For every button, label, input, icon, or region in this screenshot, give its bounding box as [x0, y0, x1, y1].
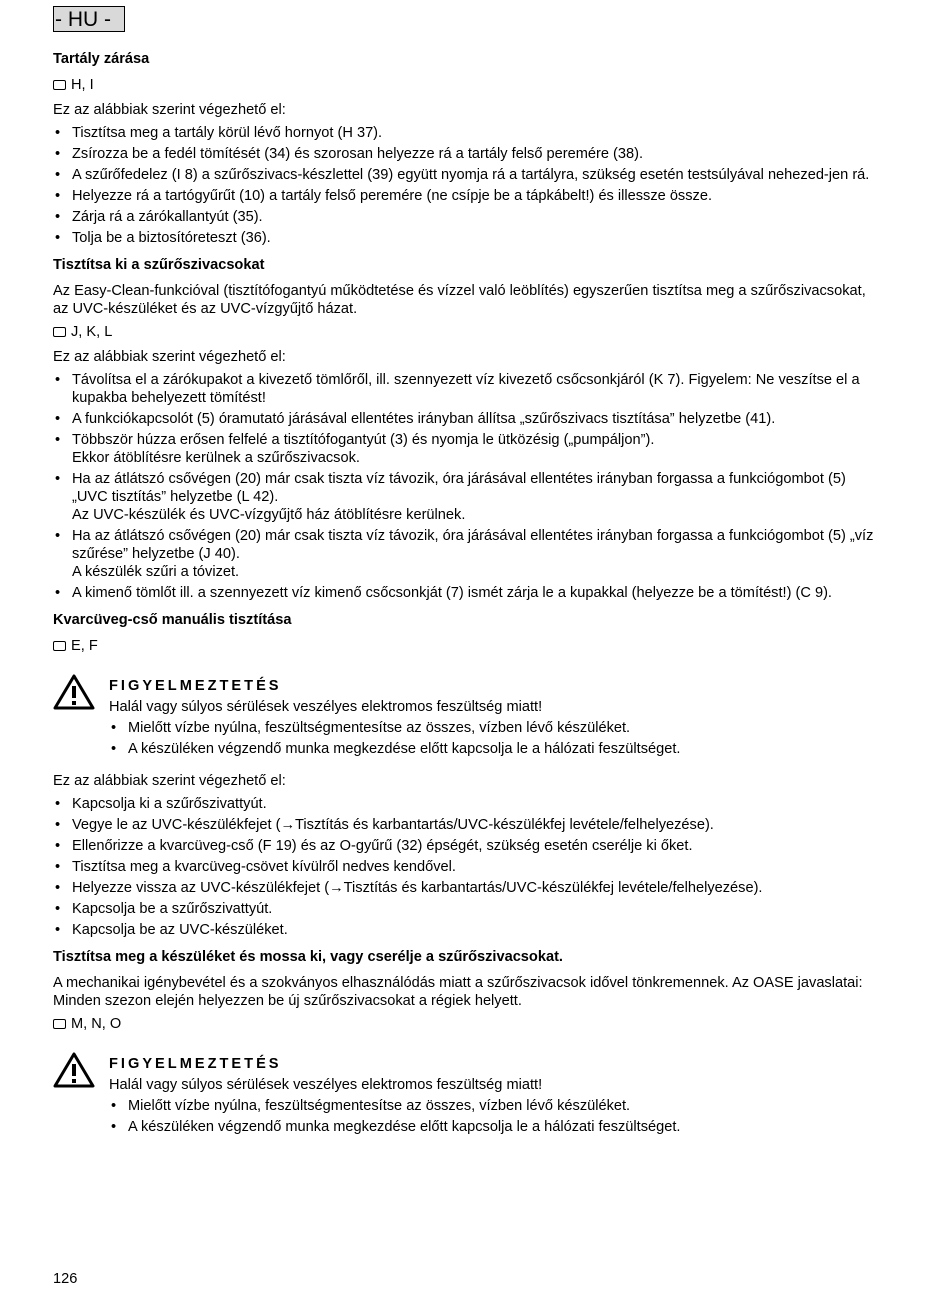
warning-title: FIGYELMEZTETÉS: [109, 1056, 282, 1072]
step-list: [53, 124, 885, 247]
step-text: A kimenő tömlőt ill. a szennyezett víz kimenő csőcsonkját (7) ismét zárja le a kupakkal (helyezze be a tömítést!) (C 9).: [72, 585, 832, 601]
figure-reference-icon: [53, 641, 66, 651]
list-item: • Ellenőrizze a kvarcüveg-cső (F 19) és az O-gyűrű (32) épségét, szükség esetén cserélje ki őket.: [53, 837, 885, 855]
section-title: Tisztítsa ki a szűrőszivacsokat: [53, 257, 265, 273]
page-number: 126: [53, 1271, 78, 1287]
warning-triangle-icon: [53, 1051, 95, 1089]
figure-reference-icon: [53, 80, 66, 90]
warning-text: Halál vagy súlyos sérülések veszélyes elektromos feszültség miatt!: [109, 699, 543, 715]
figure-reference-label: J, K, L: [71, 324, 113, 340]
warning-title: FIGYELMEZTETÉS: [109, 678, 282, 694]
figure-reference: [53, 1015, 885, 1033]
step-text: Távolítsa el a zárókupakot a kivezető tömlőről, ill. szennyezett víz kivezető csőcsonkjáról (K 7). Figyelem: Ne veszítse el a kupakba behelyezett tömítést!: [72, 372, 860, 406]
list-item: [53, 371, 885, 407]
list-item: • A készüléken végzendő munka megkezdése előtt kapcsolja le a hálózati feszültséget.: [109, 740, 885, 758]
list-item: [53, 410, 885, 428]
figure-reference-icon: [53, 327, 66, 337]
warning-box: [53, 1055, 885, 1136]
section-description: Az Easy-Clean-funkcióval (tisztítófogantyú működtetése és vízzel való leöblítés) egyszerűen tisztítsa meg a szűrőszivacsokat, az UVC-készüléket és az UVC-vízgyűjtő házat.: [53, 283, 866, 317]
figure-reference-label: M, N, O: [71, 1016, 122, 1032]
section-title: Tartály zárása: [53, 51, 150, 67]
list-item: • A szűrőfedelez (I 8) a szűrőszivacs-készlettel (39) együtt nyomja rá a tartályra, szükség esetén testsúlyával nehezed-jen rá.: [53, 166, 885, 184]
list-item: • Vegye le az UVC-készülékfejet (→Tisztítás és karbantartás/UVC-készülékfej levétele/felhelyezése).: [53, 816, 885, 834]
warning-list: [109, 1097, 885, 1136]
list-item: • Tisztítsa meg a tartály körül lévő hornyot (H 37).: [53, 124, 885, 142]
figure-reference: [53, 637, 885, 655]
step-result: Ekkor átöblítésre kerülnek a szűrőszivacsok.: [72, 450, 360, 466]
figure-reference-icon: [53, 1019, 66, 1029]
figure-reference-label: E, F: [71, 638, 98, 654]
step-text: Ha az átlátszó csővégen (20) már csak tiszta víz távozik, óra járásával ellentétes irányban forgassa a funkciógombot (5) „UVC tisztítás” helyzetbe (L 42).: [72, 471, 846, 505]
step-text: Ha az átlátszó csővégen (20) már csak tiszta víz távozik, óra járásával ellentétes irányban forgassa a funkciógombot (5) „víz szűrése” helyzetbe (J 40).: [72, 528, 874, 562]
step-text: Többször húzza erősen felfelé a tisztítófogantyút (3) és nyomja le ütközésig („pumpáljon”).: [72, 432, 655, 448]
list-item: • Zárja rá a zárókallantyút (35).: [53, 208, 885, 226]
warning-list: [109, 719, 885, 758]
list-item: [53, 527, 885, 581]
warning-triangle-icon: [53, 673, 95, 711]
section-quartz-tube-cleaning: [53, 611, 885, 939]
list-item: • Kapcsolja ki a szűrőszivattyút.: [53, 795, 885, 813]
section-replace-sponges: [53, 948, 885, 1136]
step-result: Az UVC-készülék és UVC-vízgyűjtő ház átöblítésre kerülnek.: [72, 507, 466, 523]
list-item: • A készüléken végzendő munka megkezdése előtt kapcsolja le a hálózati feszültséget.: [109, 1118, 885, 1136]
list-item: • Mielőtt vízbe nyúlna, feszültségmentesítse az összes, vízben lévő készüléket.: [109, 719, 885, 737]
procedure-intro: Ez az alábbiak szerint végezhető el:: [53, 349, 286, 365]
list-item: • Tisztítsa meg a kvarcüveg-csövet kívülről nedves kendővel.: [53, 858, 885, 876]
procedure-intro: Ez az alábbiak szerint végezhető el:: [53, 102, 286, 118]
list-item: • Kapcsolja be az UVC-készüléket.: [53, 921, 885, 939]
step-list: [53, 795, 885, 939]
warning-box: [53, 677, 885, 758]
list-item: • Mielőtt vízbe nyúlna, feszültségmentesítse az összes, vízben lévő készüléket.: [109, 1097, 885, 1115]
figure-reference: [53, 76, 885, 94]
section-title: Kvarcüveg-cső manuális tisztítása: [53, 612, 292, 628]
list-item: • Helyezze vissza az UVC-készülékfejet (→Tisztítás és karbantartás/UVC-készülékfej levétele/felhelyezése).: [53, 879, 885, 897]
section-title: Tisztítsa meg a készüléket és mossa ki, vagy cserélje a szűrőszivacsokat.: [53, 949, 563, 965]
section-close-tank: [53, 50, 885, 247]
language-badge: - HU -: [53, 6, 125, 32]
section-description: A mechanikai igénybevétel és a szokványos elhasználódás miatt a szűrőszivacsok idővel tönkremennek. Az OASE javaslatai: Minden szezon elején helyezzen be új szűrőszivacsokat a régiek helyett.: [53, 975, 863, 1009]
step-list: [53, 371, 885, 602]
step-text: A funkciókapcsolót (5) óramutató járásával ellentétes irányban állítsa „szűrőszivacs tisztítása” helyzetbe (41).: [72, 411, 776, 427]
list-item: • Kapcsolja be a szűrőszivattyút.: [53, 900, 885, 918]
warning-text: Halál vagy súlyos sérülések veszélyes elektromos feszültség miatt!: [109, 1077, 543, 1093]
list-item: • Helyezze rá a tartógyűrűt (10) a tartály felső peremére (ne csípje be a tápkábelt!) és illessze össze.: [53, 187, 885, 205]
figure-reference-label: H, I: [71, 77, 94, 93]
list-item: [53, 470, 885, 524]
list-item: [53, 584, 885, 602]
list-item: • Zsírozza be a fedél tömítését (34) és szorosan helyezze rá a tartály felső peremére (38).: [53, 145, 885, 163]
figure-reference: [53, 323, 885, 341]
list-item: [53, 431, 885, 467]
section-clean-sponges: [53, 256, 885, 602]
step-result: A készülék szűri a tóvizet.: [72, 564, 240, 580]
procedure-intro: Ez az alábbiak szerint végezhető el:: [53, 773, 286, 789]
page-content: [53, 50, 885, 1150]
list-item: • Tolja be a biztosítóreteszt (36).: [53, 229, 885, 247]
